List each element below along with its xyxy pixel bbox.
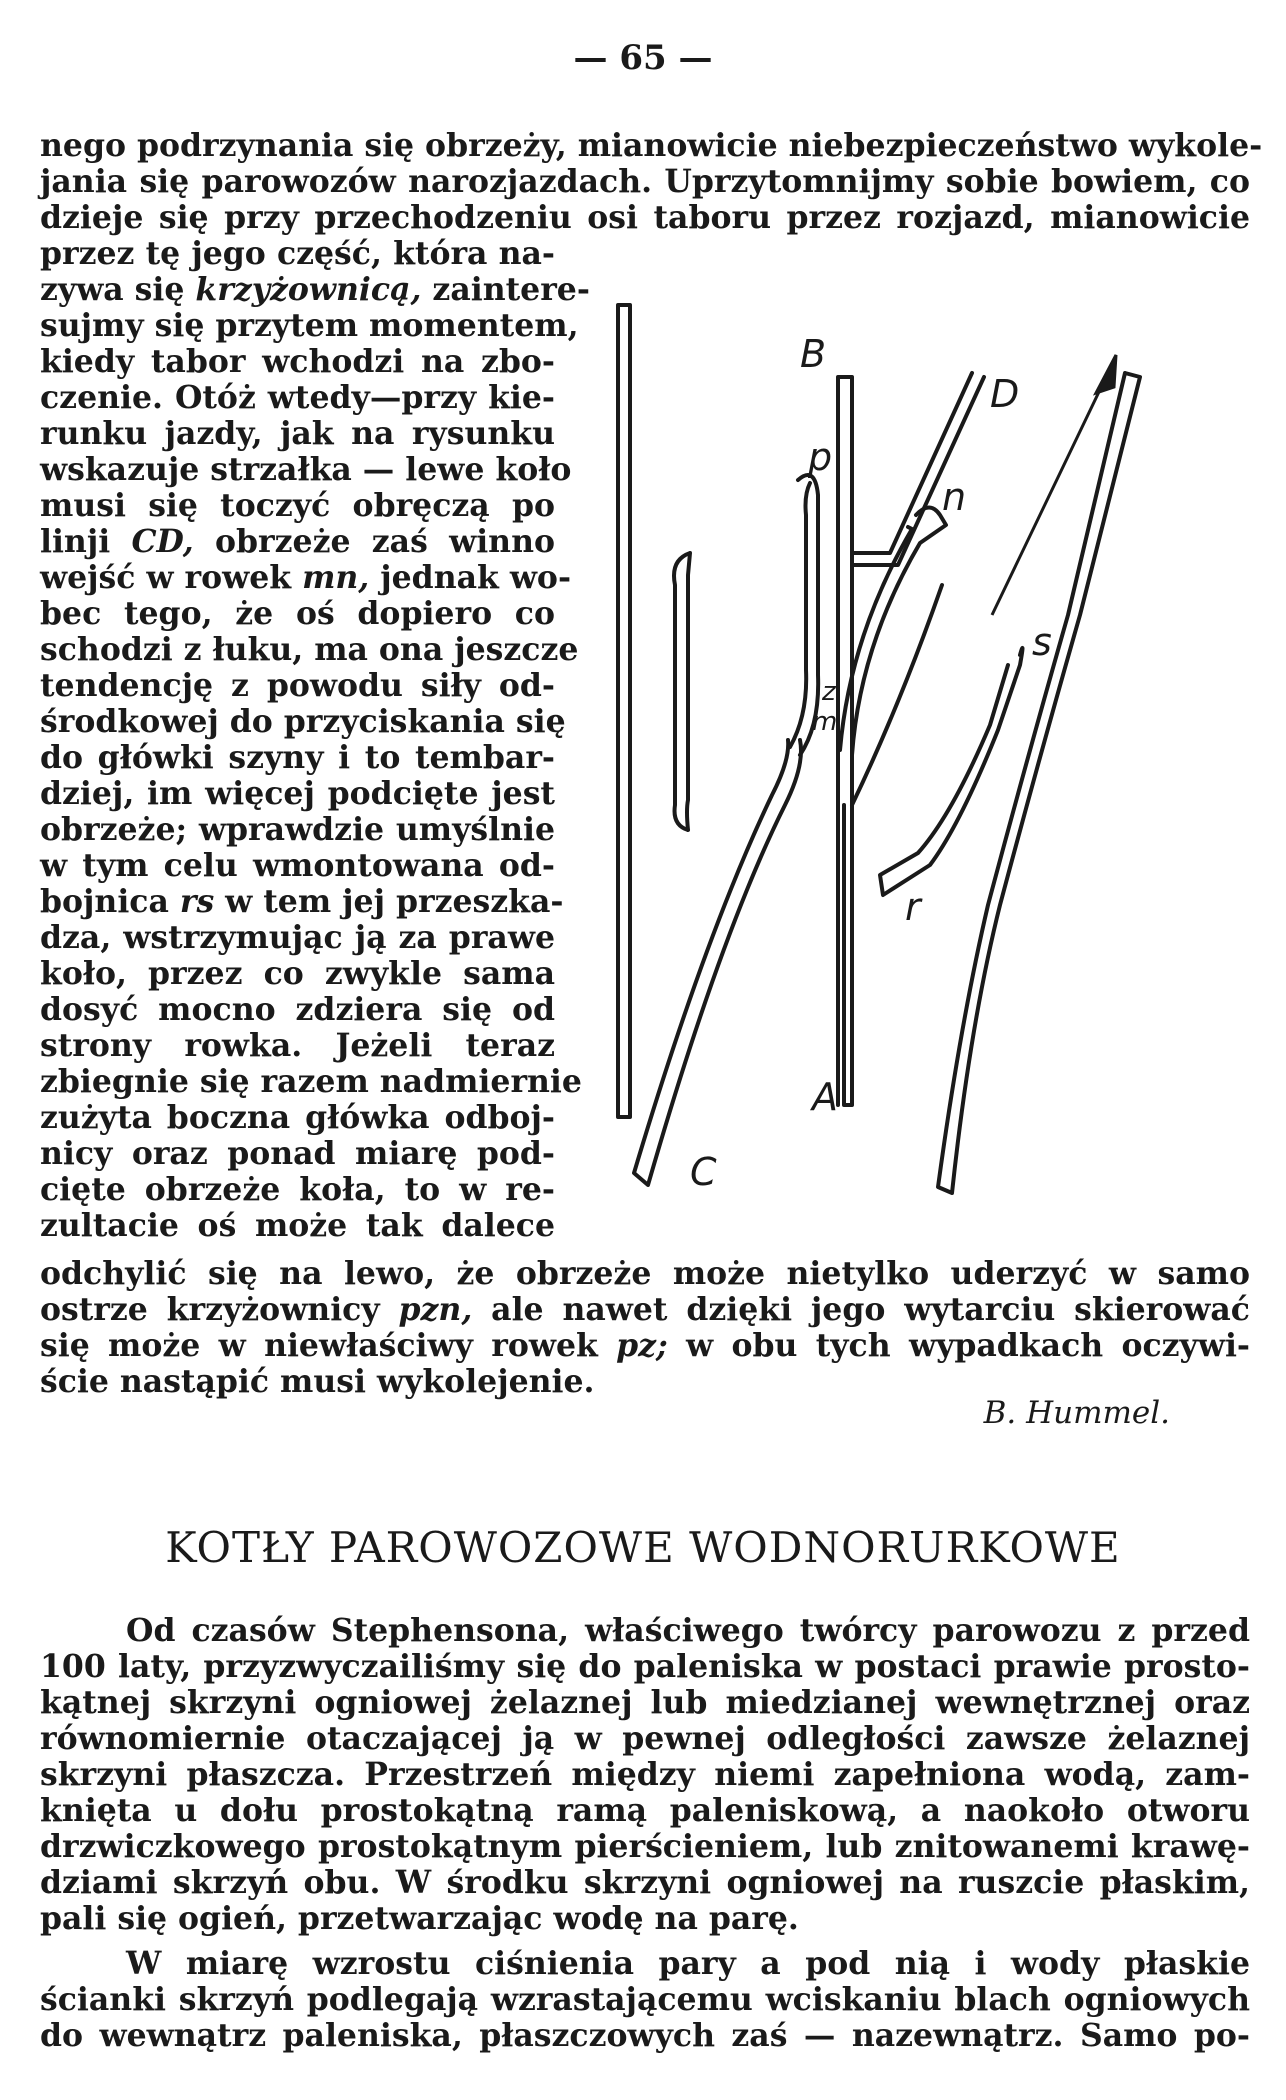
frog-diagram <box>600 285 1260 1225</box>
text-line: tendencję z powodu siły od- <box>40 667 555 704</box>
text-line: się może w niewłaściwy rowek pz; w obu tych wypadkach oczywi- <box>40 1327 1250 1364</box>
label-n: n <box>942 475 967 519</box>
right-rail <box>938 373 1140 1193</box>
text-line: w tym celu wmontowana od- <box>40 847 555 884</box>
author-signature: B. Hummel. <box>983 1395 1170 1431</box>
text-line: dza, wstrzymując ją za prawe <box>40 919 555 956</box>
text-line: dzieje się przy przechodzeniu osi taboru przez rozjazd, mianowicie <box>40 199 1250 236</box>
text-line: knięta u dołu prostokątną ramą paleniskową, a naokoło otworu <box>40 1792 1250 1829</box>
label-s: s <box>1032 620 1052 664</box>
page-number: — 65 — <box>573 38 713 78</box>
text-line: do wewnątrz paleniska, płaszczowych zaś — nazewnątrz. Samo po- <box>40 2017 1250 2054</box>
text-line: jania się parowozów narozjazdach. Uprzytomnijmy sobie bowiem, co <box>40 163 1250 200</box>
text-line: schodzi z łuku, ma ona jeszcze <box>40 631 579 668</box>
text-line: W miarę wzrostu ciśnienia pary a pod nią i wody płaskie <box>126 1945 1250 1982</box>
label-p: p <box>808 435 833 479</box>
text-line: linji CD, obrzeże zaś winno <box>40 523 555 560</box>
label-c: C <box>690 1150 717 1194</box>
text-line: bojnica rs w tem jej przeszka- <box>40 883 564 920</box>
label-b: B <box>800 332 827 376</box>
text-line: skrzyni płaszcza. Przestrzeń między niemi zapełniona wodą, zam- <box>40 1756 1250 1793</box>
text-line: równomiernie otaczającej ją w pewnej odległości zawsze żelaznej <box>40 1720 1250 1757</box>
left-wing-rail <box>674 553 690 830</box>
text-line: Od czasów Stephensona, właściwego twórcy parowozu z przed <box>126 1612 1250 1649</box>
text-line: strony rowka. Jeżeli teraz <box>40 1027 555 1064</box>
text-line: środkowej do przyciskania się <box>40 703 566 740</box>
text-line: do główki szyny i to tembar- <box>40 739 555 776</box>
article-title: KOTŁY PAROWOZOWE WODNORURKOWE <box>165 1523 1121 1572</box>
text-line: nego podrzynania się obrzeży, mianowicie niebezpieczeństwo wykole- <box>40 127 1263 164</box>
text-line: drzwiczkowego prostokątnym pierścieniem, lub znitowanemi krawę- <box>40 1828 1250 1865</box>
text-line: bec tego, że oś dopiero co <box>40 595 555 632</box>
text-line: kiedy tabor wchodzi na zbo- <box>40 343 555 380</box>
label-d: D <box>990 372 1020 416</box>
text-line: runku jazdy, jak na rysunku <box>40 415 555 452</box>
text-line: zbiegnie się razem nadmiernie <box>40 1063 582 1100</box>
text-line: obrzeże; wprawdzie umyślnie <box>40 811 555 848</box>
text-line: zywa się krzyżownicą, zaintere- <box>40 271 590 308</box>
text-line: nicy oraz ponad miarę pod- <box>40 1135 555 1172</box>
label-r: r <box>905 885 921 929</box>
text-line: przez tę jego część, która na- <box>40 235 555 272</box>
text-line: zultacie oś może tak dalece <box>40 1207 555 1244</box>
lower-diagonal <box>852 585 942 805</box>
text-line: 100 laty, przyzwyczailiśmy się do paleniska w postaci prawie prosto- <box>40 1648 1250 1685</box>
text-line: ścianki skrzyń podlegają wzrastającemu wciskaniu blach ogniowych <box>40 1981 1250 2018</box>
label-a: A <box>812 1075 838 1119</box>
text-line: ście nastąpić musi wykolejenie. <box>40 1363 595 1400</box>
text-line: zużyta boczna główka odboj- <box>40 1099 555 1136</box>
text-line: wskazuje strzałka — lewe koło <box>40 451 572 488</box>
text-line: musi się toczyć obręczą po <box>40 487 555 524</box>
text-line: kątnej skrzyni ogniowej żelaznej lub miedzianej wewnętrznej oraz <box>40 1684 1250 1721</box>
text-line: czenie. Otóż wtedy—przy kie- <box>40 379 555 416</box>
left-guard-rail <box>618 305 630 1117</box>
curved-rail-c <box>634 740 801 1185</box>
text-line: sujmy się przytem momentem, <box>40 307 579 344</box>
text-line: koło, przez co zwykle sama <box>40 955 555 992</box>
text-line: dziej, im więcej podcięte jest <box>40 775 555 812</box>
text-line: ostrze krzyżownicy pzn, ale nawet dzięki jego wytarciu skierować <box>40 1291 1250 1328</box>
text-line: wejść w rowek mn, jednak wo- <box>40 559 572 596</box>
label-m: m <box>812 707 838 737</box>
text-line: odchylić się na lewo, że obrzeże może nietylko uderzyć w samo <box>40 1255 1250 1292</box>
label-z: z <box>822 677 836 707</box>
rail-d <box>852 373 984 565</box>
text-line: dziami skrzyń obu. W środku skrzyni ogniowej na ruszcie płaskim, <box>40 1864 1250 1901</box>
text-line: pali się ogień, przetwarzając wodę na parę. <box>40 1900 799 1937</box>
text-line: dosyć mocno zdziera się od <box>40 991 555 1028</box>
text-line: cięte obrzeże koła, to w re- <box>40 1171 555 1208</box>
